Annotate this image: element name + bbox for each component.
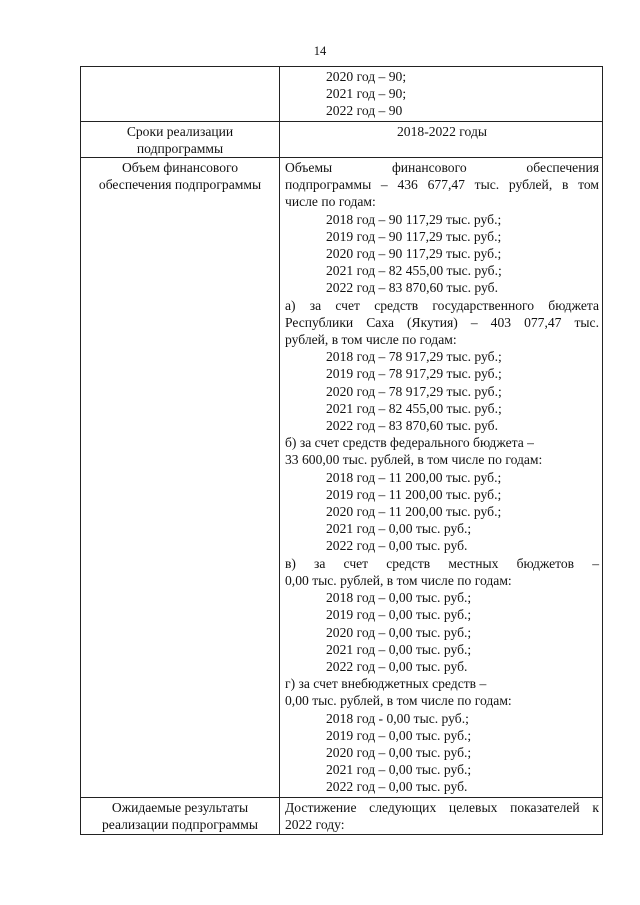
year-line: 2021 год – 82 455,00 тыс. руб.; [326, 400, 502, 416]
year-line: 2019 год – 0,00 тыс. руб.; [326, 727, 472, 743]
label-cell-terms [81, 121, 280, 157]
value-cell-results [280, 797, 603, 834]
year-line: 2019 год – 78 917,29 тыс. руб.; [326, 366, 502, 382]
text-line: Объемы финансового обеспечения [285, 160, 599, 176]
year-line: 2018 год – 78 917,29 тыс. руб.; [326, 349, 502, 365]
text-line: 33 600,00 тыс. рублей, в том числе по годам: [285, 452, 543, 468]
year-line: 2020 год – 90; [326, 69, 407, 84]
label-cell-results [81, 797, 280, 834]
year-line: 2022 год – 83 870,60 тыс. руб. [326, 280, 498, 296]
text-line: 2022 году: [285, 816, 345, 832]
year-line: 2022 год – 83 870,60 тыс. руб. [326, 418, 498, 434]
year-line: 2019 год – 11 200,00 тыс. руб.; [326, 486, 502, 502]
table-row [81, 67, 603, 122]
terms-value: 2018-2022 годы [397, 123, 487, 139]
text-line: Республики Саха (Якутия) – 403 077,47 тыс. [285, 314, 599, 330]
year-line: 2021 год – 90; [326, 86, 407, 102]
table-row [81, 158, 603, 798]
label-line: реализации подпрограммы [101, 816, 259, 832]
value-cell-indicators [280, 67, 603, 122]
text-line: в) за счет средств местных бюджетов – [285, 555, 599, 571]
year-line: 2021 год – 0,00 тыс. руб.; [326, 641, 472, 657]
text-line: рублей, в том числе по годам: [285, 332, 457, 348]
value-cell-terms [280, 121, 603, 157]
text-line: 0,00 тыс. рублей, в том числе по годам: [285, 693, 512, 709]
text-line: числе по годам: [285, 194, 376, 210]
year-line: 2020 год – 11 200,00 тыс. руб.; [326, 504, 502, 520]
year-line: 2018 год – 11 200,00 тыс. руб.; [326, 469, 502, 485]
label-line: Сроки реализации [126, 123, 234, 139]
year-line: 2019 год – 0,00 тыс. руб.; [326, 607, 472, 623]
label-line: Ожидаемые результаты [111, 799, 249, 815]
value-cell-financing [280, 158, 603, 798]
text-line: подпрограммы – 436 677,47 тыс. рублей, в том [285, 177, 599, 193]
year-line: 2020 год – 0,00 тыс. руб.; [326, 744, 472, 760]
passport-table [80, 66, 603, 835]
table-row [81, 121, 603, 157]
label-line: обеспечения подпрограммы [98, 177, 262, 193]
label-line: Объем финансового [121, 160, 239, 176]
year-line: 2018 год – 90 117,29 тыс. руб.; [326, 211, 502, 227]
year-line: 2022 год – 90 [326, 103, 403, 119]
label-line: подпрограммы [136, 140, 224, 156]
year-line: 2022 год – 0,00 тыс. руб. [326, 779, 468, 795]
label-cell-empty [81, 67, 280, 122]
year-line: 2020 год – 90 117,29 тыс. руб.; [326, 246, 502, 262]
year-line: 2021 год – 0,00 тыс. руб.; [326, 521, 472, 537]
year-line: 2020 год – 78 917,29 тыс. руб.; [326, 383, 502, 399]
page-number: 14 [313, 44, 327, 58]
year-line: 2022 год – 0,00 тыс. руб. [326, 538, 468, 554]
label-cell-financing [81, 158, 280, 798]
text-line: а) за счет средств государственного бюджета [285, 297, 599, 313]
text-line: г) за счет внебюджетных средств – [285, 676, 487, 692]
year-line: 2018 год - 0,00 тыс. руб.; [326, 710, 469, 726]
year-line: 2019 год – 90 117,29 тыс. руб.; [326, 228, 502, 244]
year-line: 2021 год – 0,00 тыс. руб.; [326, 762, 472, 778]
text-line: 0,00 тыс. рублей, в том числе по годам: [285, 572, 512, 588]
year-line: 2022 год – 0,00 тыс. руб. [326, 658, 468, 674]
year-line: 2020 год – 0,00 тыс. руб.; [326, 624, 472, 640]
text-line: Достижение следующих целевых показателей к [285, 799, 599, 815]
year-line: 2018 год – 0,00 тыс. руб.; [326, 590, 472, 606]
text-line: б) за счет средств федерального бюджета – [285, 435, 534, 451]
year-line: 2021 год – 82 455,00 тыс. руб.; [326, 263, 502, 279]
table-row [81, 797, 603, 834]
